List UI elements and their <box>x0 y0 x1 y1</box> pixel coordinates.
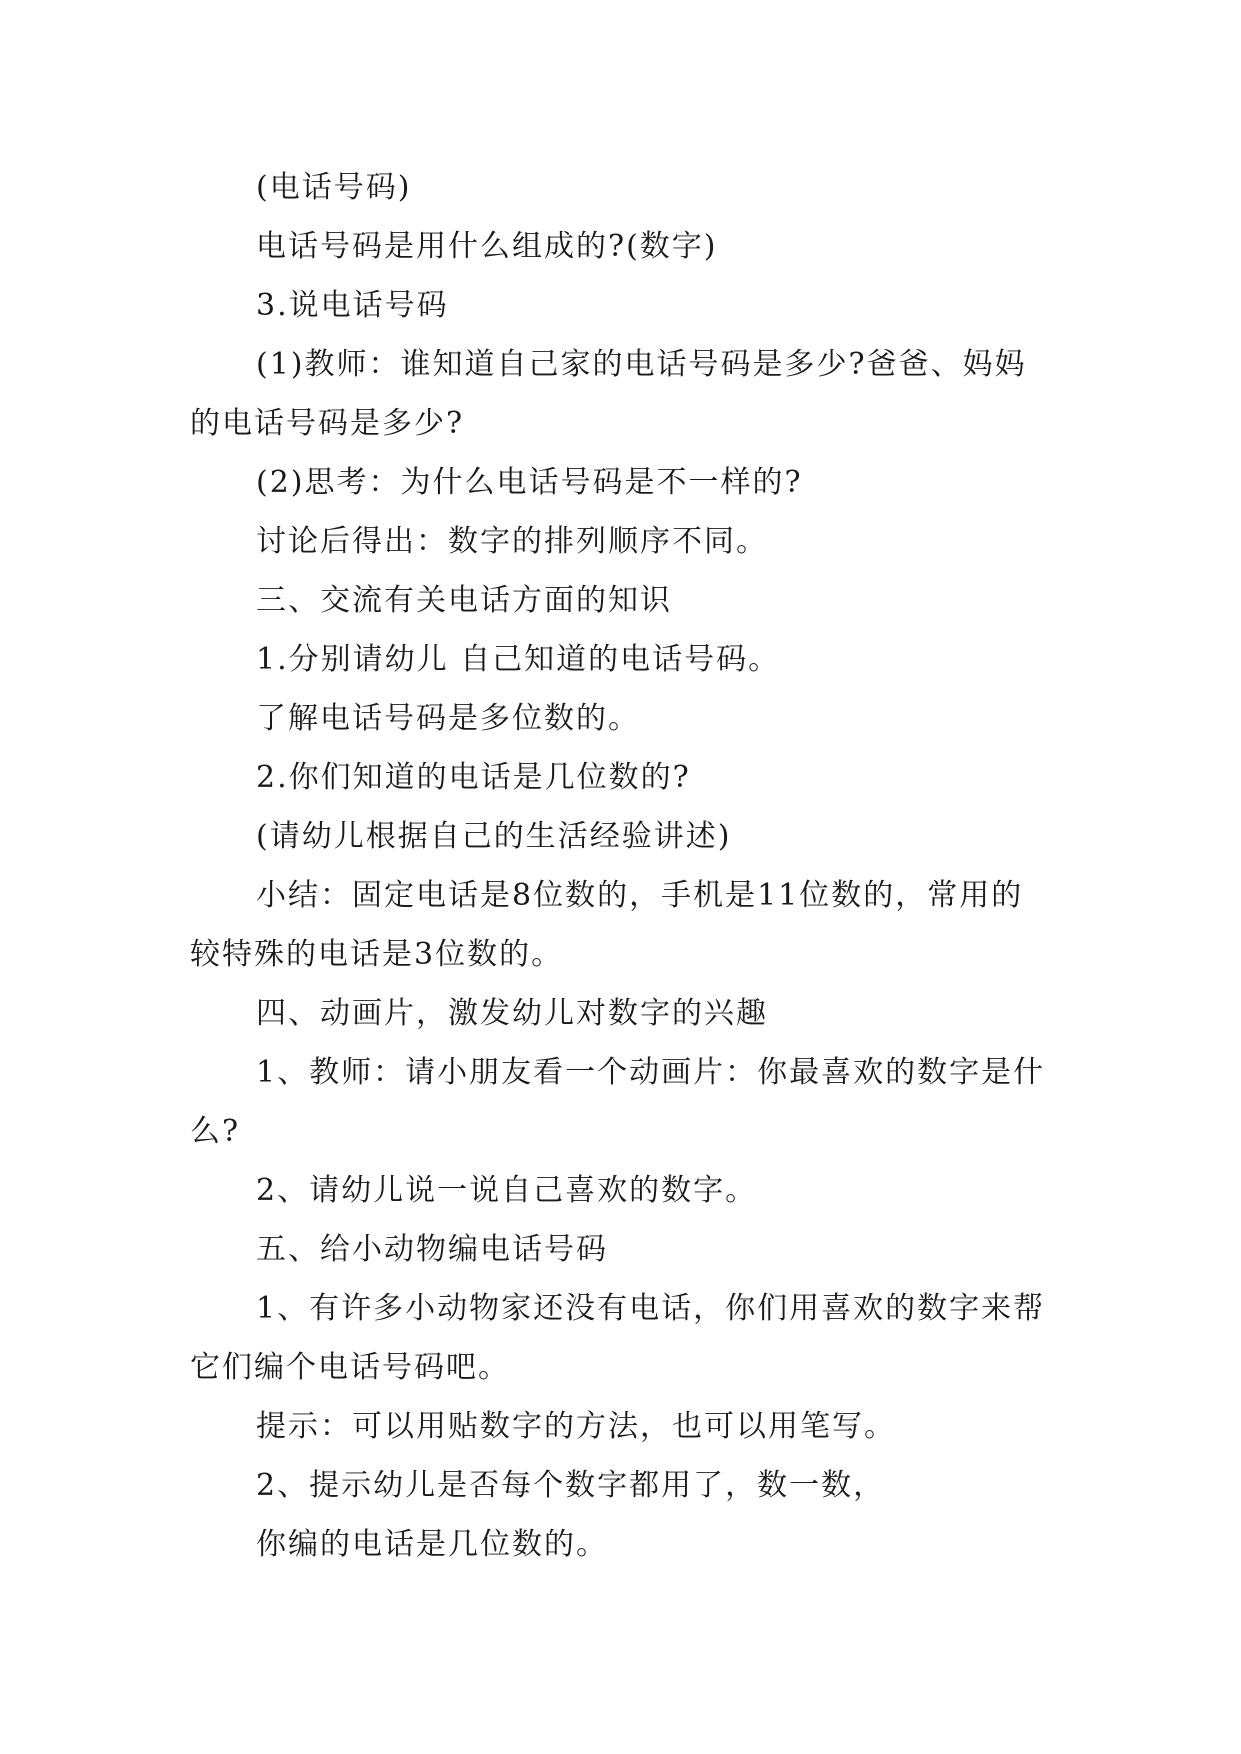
paragraph: 小结：固定电话是8位数的，手机是11位数的，常用的较特殊的电话是3位数的。 <box>190 878 1024 972</box>
paragraph: 1.分别请幼儿 自己知道的电话号码。 <box>256 642 781 677</box>
paragraph: 1、教师：请小朋友看一个动画片：你最喜欢的数字是什么? <box>190 1055 1046 1149</box>
paragraph: 2、请幼儿说一说自己喜欢的数字。 <box>256 1173 758 1208</box>
paragraph: (电话号码) <box>256 170 412 205</box>
paragraph: 电话号码是用什么组成的?(数字) <box>256 229 718 264</box>
section-heading: 五、给小动物编电话号码 <box>256 1232 608 1267</box>
document-body <box>190 158 1052 1574</box>
paragraph: 提示：可以用贴数字的方法，也可以用笔写。 <box>256 1409 896 1444</box>
paragraph: (1)教师：谁知道自己家的电话号码是多少?爸爸、妈妈的电话号码是多少? <box>190 347 1027 441</box>
paragraph: 3.说电话号码 <box>256 288 449 323</box>
paragraph: 1、有许多小动物家还没有电话，你们用喜欢的数字来帮它们编个电话号码吧。 <box>190 1291 1046 1385</box>
paragraph: (请幼儿根据自己的生活经验讲述) <box>256 819 732 854</box>
section-heading: 三、交流有关电话方面的知识 <box>256 583 672 618</box>
paragraph: (2)思考：为什么电话号码是不一样的? <box>256 465 803 500</box>
paragraph: 你编的电话是几位数的。 <box>256 1527 608 1562</box>
paragraph: 了解电话号码是多位数的。 <box>256 701 640 736</box>
paragraph: 2、提示幼儿是否每个数字都用了，数一数， <box>256 1468 886 1503</box>
paragraph: 讨论后得出：数字的排列顺序不同。 <box>256 524 768 559</box>
section-heading: 四、动画片，激发幼儿对数字的兴趣 <box>256 996 768 1031</box>
paragraph: 2.你们知道的电话是几位数的? <box>256 760 691 795</box>
